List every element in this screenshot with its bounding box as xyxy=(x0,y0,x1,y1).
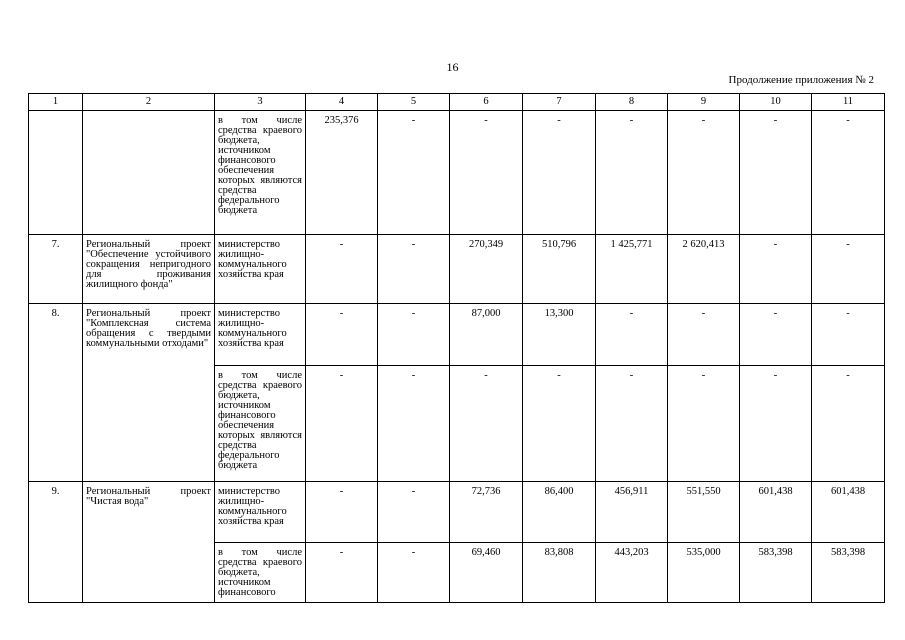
header-cell: 1 xyxy=(29,94,83,111)
value-cell: - xyxy=(306,543,378,603)
header-cell: 6 xyxy=(450,94,523,111)
project-name: Региональный проект "Комплексная система обращения с твердыми коммунальными отходами" xyxy=(83,304,215,482)
responsible-party: министерство жилищно-коммунального хозяйства края xyxy=(215,482,306,543)
value-cell: 69,460 xyxy=(450,543,523,603)
budget-table xyxy=(28,93,885,603)
header-cell: 9 xyxy=(668,94,740,111)
value-cell: - xyxy=(740,111,812,235)
value-cell: - xyxy=(668,111,740,235)
value-cell: - xyxy=(812,366,885,482)
appendix-continuation-label: Продолжение приложения № 2 xyxy=(728,74,874,86)
header-cell: 2 xyxy=(83,94,215,111)
value-cell: 86,400 xyxy=(523,482,596,543)
value-cell: - xyxy=(378,543,450,603)
value-cell: 535,000 xyxy=(668,543,740,603)
value-cell: - xyxy=(450,111,523,235)
value-cell: - xyxy=(378,482,450,543)
value-cell: - xyxy=(378,235,450,304)
page-number: 16 xyxy=(446,60,459,74)
value-cell: - xyxy=(596,304,668,366)
project-name: Региональный проект "Чистая вода" xyxy=(83,482,215,603)
header-cell: 8 xyxy=(596,94,668,111)
row-number: 9. xyxy=(29,482,83,603)
table-row xyxy=(29,235,885,304)
value-cell: - xyxy=(523,111,596,235)
header-cell: 3 xyxy=(215,94,306,111)
value-cell: 551,550 xyxy=(668,482,740,543)
header-cell: 10 xyxy=(740,94,812,111)
responsible-party: в том числе средства краевого бюджета, источником финансового обеспечения которых являются средства федерального бюджета xyxy=(215,366,306,482)
value-cell: - xyxy=(378,111,450,235)
value-cell: - xyxy=(450,366,523,482)
value-cell: - xyxy=(668,304,740,366)
value-cell: 235,376 xyxy=(306,111,378,235)
value-cell: - xyxy=(740,235,812,304)
project-name: Региональный проект "Обеспечение устойчивого сокращения непригодного для проживания жилищного фонда" xyxy=(83,235,215,304)
value-cell: - xyxy=(812,111,885,235)
value-cell: - xyxy=(306,482,378,543)
value-cell: 601,438 xyxy=(812,482,885,543)
value-cell: - xyxy=(596,111,668,235)
value-cell: - xyxy=(378,304,450,366)
responsible-party: министерство жилищно-коммунального хозяйства края xyxy=(215,235,306,304)
responsible-party: в том числе средства краевого бюджета, источником финансового обеспечения которых являются средства федерального бюджета xyxy=(215,111,306,235)
value-cell: 583,398 xyxy=(812,543,885,603)
header-cell: 7 xyxy=(523,94,596,111)
value-cell: 1 425,771 xyxy=(596,235,668,304)
table-row xyxy=(29,111,885,235)
header-cell: 5 xyxy=(378,94,450,111)
value-cell: 583,398 xyxy=(740,543,812,603)
responsible-party: в том числе средства краевого бюджета, источником финансового xyxy=(215,543,306,603)
value-cell: 83,808 xyxy=(523,543,596,603)
value-cell: 270,349 xyxy=(450,235,523,304)
value-cell: 72,736 xyxy=(450,482,523,543)
responsible-party: министерство жилищно-коммунального хозяйства края xyxy=(215,304,306,366)
value-cell: 2 620,413 xyxy=(668,235,740,304)
value-cell: 510,796 xyxy=(523,235,596,304)
value-cell: - xyxy=(523,366,596,482)
project-name xyxy=(83,111,215,235)
value-cell: - xyxy=(306,304,378,366)
value-cell: 601,438 xyxy=(740,482,812,543)
table-row xyxy=(29,482,885,543)
value-cell: - xyxy=(596,366,668,482)
table-row xyxy=(29,304,885,366)
row-number xyxy=(29,111,83,235)
row-number: 7. xyxy=(29,235,83,304)
header-cell: 4 xyxy=(306,94,378,111)
value-cell: - xyxy=(668,366,740,482)
value-cell: 87,000 xyxy=(450,304,523,366)
value-cell: - xyxy=(740,304,812,366)
value-cell: - xyxy=(306,235,378,304)
header-row xyxy=(29,94,885,111)
value-cell: - xyxy=(812,235,885,304)
header-cell: 11 xyxy=(812,94,885,111)
value-cell: - xyxy=(306,366,378,482)
value-cell: 443,203 xyxy=(596,543,668,603)
value-cell: - xyxy=(740,366,812,482)
value-cell: - xyxy=(812,304,885,366)
value-cell: - xyxy=(378,366,450,482)
row-number: 8. xyxy=(29,304,83,482)
value-cell: 456,911 xyxy=(596,482,668,543)
value-cell: 13,300 xyxy=(523,304,596,366)
